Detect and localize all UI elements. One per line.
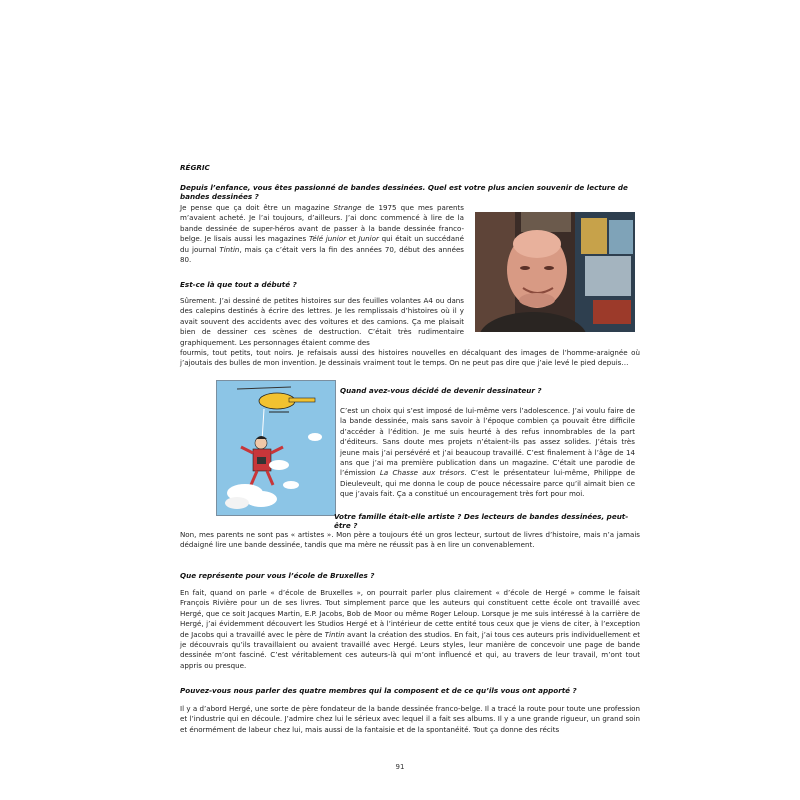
italic-title: Tintin — [324, 629, 345, 639]
text-run: C’est un choix qui s’est imposé de lui-même vers l’adolescence. J’ai voulu faire de la bande dessinée, mais sans savoir à l’époque combien ça pouvait être difficile d’accéder à l’édition. Je me suis heurté à des refus innombrables de la part d’éditeurs. Sans doute mes projets n’étaient-ils pas assez solides. J’étais très jeune mais j’ai persévéré et j’ai beaucoup travaillé. C’est finalement à l’âge de 14 ans que j’ai ma première publication dans un magazine. C’était une parodie de l’émission — [340, 406, 635, 478]
question-brussels-school: Que représente pour vous l’école de Bruxelles ? — [180, 571, 375, 580]
italic-title: Télé junior — [308, 234, 346, 244]
page-number: 91 — [395, 763, 405, 771]
text-run: . C’est le présentateur lui-même, Philippe de Dieuleveult, qui me donna le coup de pouce nécessaire parce qu’il aimait bien ce que j’avais fait. Ça a constitué un encouragement très fort pour moi. — [340, 468, 635, 499]
text-run: avant la création des studios. En fait, j’ai tous ces auteurs pris individuellement et je découvrais qu’ils travaillaient ou avaient travaillé avec Hergé. Leurs styles, leur manière de concevoir une page de bande dessinée m’ont fasciné. C’est véritablement ces auteurs-là qui m’ont influencé et qui, au travers de leur travail, m’ont tout appris ou presque. — [180, 629, 640, 670]
text-run: de 1975 que mes parents m’avaient acheté. Je l’ai toujours, d’ailleurs. J’ai donc commencé à lire de la bande dessinée de super-héros avant de passer à la bande dessinée franco-belge. Je lisais aussi les magazines — [180, 203, 464, 244]
portrait-photo — [475, 212, 635, 332]
answer-four-members: Il y a d’abord Hergé, une sorte de père fondateur de la bande dessinée franco-belge. Il a tracé la route pour toute une profession et l’industrie qui en découle. J’admire chez lui le sérieux avec lequel il a fait ses albums. Il y a une grande rigueur, un grand soin et énormément de labeur chez lui, mais aussi de la fantaisie et de la spontanéité. Tout ça donne des récits — [180, 704, 640, 734]
italic-title: La Chasse aux trésors — [379, 468, 465, 478]
answer-childhood — [180, 203, 464, 265]
text-run: et — [346, 234, 359, 244]
author-name: RÉGRIC — [180, 163, 210, 172]
italic-title: Strange — [333, 203, 362, 212]
answer-vocation — [340, 406, 635, 500]
answer-beginnings-part2: fourmis, tout petits, tout noirs. Je refaisais aussi des histoires nouvelles en décalquant des images de l’homme-araignée où j’ajoutais des bulles de mon invention. Je dessinais vraiment tout le temps. On ne peut pas dire que j’aie levé le pied depuis… — [180, 348, 640, 368]
italic-title: Tintin — [219, 244, 240, 254]
answer-family: Non, mes parents ne sont pas « artistes ». Mon père a toujours été un gros lecteur, surtout de livres d’histoire, mais n’a jamais dédaigné lire une bande dessinée, tandis que ma mère ne réussit pas à en lire un convenablement. — [180, 530, 640, 550]
question-vocation: Quand avez-vous décidé de devenir dessinateur ? — [340, 386, 542, 395]
answer-brussels-school — [180, 588, 640, 671]
question-family: Votre famille était-elle artiste ? Des lecteurs de bandes dessinées, peut-être ? — [334, 512, 629, 530]
text-run: , mais ça c’était vers la fin des années 70, début des années 80. — [180, 244, 464, 265]
question-childhood: Depuis l’enfance, vous êtes passionné de bandes dessinées. Quel est votre plus ancien souvenir de lecture de bandes dessinées ? — [180, 183, 628, 201]
question-beginnings: Est-ce là que tout a débuté ? — [180, 280, 297, 289]
text-run: En fait, quand on parle « d’école de Bruxelles », on pourrait parler plus clairement « d’école de Hergé » comme le faisait François Rivière pour un de ses livres. Tout simplement parce que les auteurs qui constituent cette école ont travaillé avec Hergé, que ce soit Jacques Martin, E.P. Jacobs, Bob de Moor ou même Roger Leloup. Lorsque je me suis intéressé à la carrière de Hergé, j’ai évidemment découvert les Studios Hergé et à l’intérieur de cette entité tous ceux que je viens de citer, à l’exception de Jacobs qui a travaillé avec le père de — [180, 588, 640, 639]
text-run: Je pense que ça doit être un magazine — [180, 203, 334, 212]
question-four-members: Pouvez-vous nous parler des quatre membres qui la composent et de ce qu’ils vous ont apporté ? — [180, 686, 577, 695]
comic-illustration — [216, 380, 336, 516]
answer-beginnings-part1: Sûrement. J’ai dessiné de petites histoires sur des feuilles volantes A4 ou dans des calepins destinés à écrire des lettres. Je les remplissais d’histoires où il y avait souvent des accidents avec des voitures et des camions. Ça me plaisait bien de dessiner ces scènes de destruction. C’était très rudimentaire graphiquement. Les personnages étaient comme des — [180, 296, 464, 347]
italic-title: Junior — [358, 234, 379, 244]
text-run: qui était un succédané du journal — [180, 234, 465, 254]
